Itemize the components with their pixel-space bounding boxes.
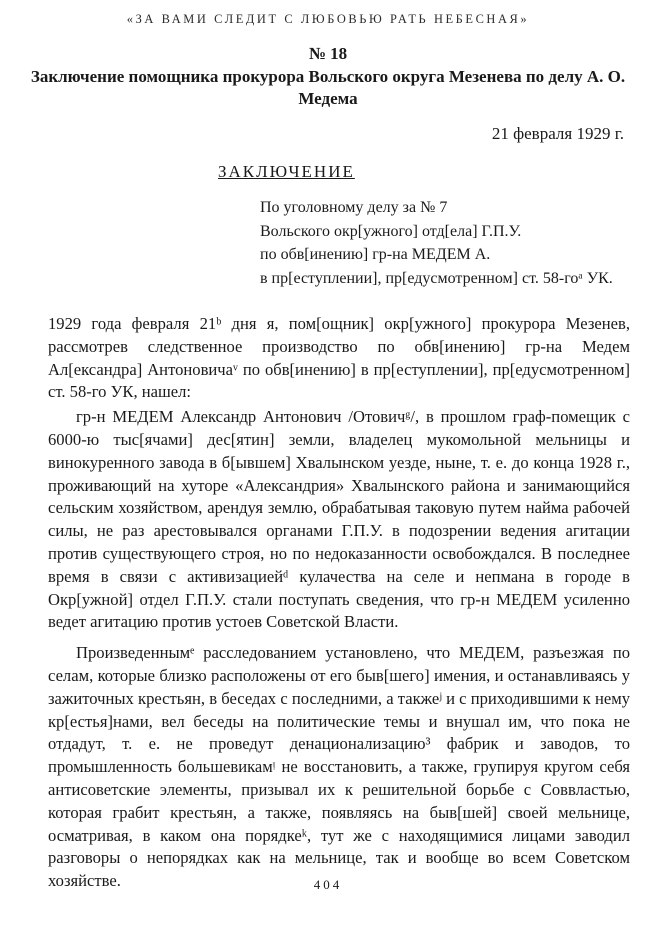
document-body: [48, 313, 630, 893]
document-number: № 18: [308, 44, 348, 63]
body-paragraph: 1929 года февраля 21ᵇ дня я, пом[ощник] окр[ужного] прокурора Мезенев, рассмотрев следственное производство по обв[инению] гр-на Медем Ал[ександра] Антоновичаᵛ по обв[инению] в пр[еступлении], пр[едусмотренном] ст. 58-го УК, нашел:: [48, 314, 630, 402]
document-title: Заключение помощника прокурора Вольского округа Мезенева по делу А. О. Медема: [30, 67, 626, 108]
conclusion-heading: ЗАКЛЮЧЕНИЕ: [218, 162, 355, 181]
body-paragraph: гр-н МЕДЕМ Александр Антонович /Отовичᵍ/, в прошлом граф-помещик с 6000-ю тыс[ячами] дес[ятин] земли, владелец мукомольной мельницы и винокуренного завода в б[ывшем] Хвалынском уезде, ныне, т. е. до конца 1928 г., проживающий на хуторе «Александрия» Хвалынского района и занимающийся сельским хозяйством, арендуя землю, обрабатывая таковую путем найма рабочей силы, не раз арестовывался органами Г.П.У. в подозрении ведения агитации против существующего строя, но по недоказанности освобождался. В последнее время в связи с активизациейᵈ кулачества на селе и непмана в городе в Окр[ужной] отдел Г.П.У. стали поступать сведения, что гр-н МЕДЕМ усиленно ведет агитацию против устоев Советской Власти.: [48, 407, 630, 632]
running-head: «ЗА ВАМИ СЛЕДИТ С ЛЮБОВЬЮ РАТЬ НЕБЕСНАЯ»: [126, 12, 530, 26]
case-reference: [260, 196, 640, 290]
page-number: 404: [313, 877, 343, 892]
case-reference-line: в пр[еступлении], пр[едусмотренном] ст. 58-гоᵃ УК.: [260, 269, 613, 287]
document-date: 21 февраля 1929 г.: [491, 124, 624, 143]
body-paragraph: Произведеннымᵉ расследованием установлено, что МЕДЕМ, разъезжая по селам, которые близко расположены от его быв[шего] имения, и останавливаясь у зажиточных крестьян, в беседах с последними, а такжеʲ и с приходившими к нему кр[естья]нами, вел беседы на политические темы и внушал им, что пока не отдадут, т. е. не проведут денационализацию³ фабрик и заводов, то промышленность большевикамᵎ не восстановить, а также, групируя кругом себя антисоветские элементы, призывал их к решительной борьбе с Соввластью, которая грабит крестьян, а также, появляясь на быв[шей] своей мельнице, осматривая, в каком она порядкеᵏ, тут же с находящимися лицами заводил разговоры о непорядках как на мельнице, так и вообще во всем Советском хозяйстве.: [48, 643, 630, 891]
case-reference-line: Вольского окр[ужного] отд[ела] Г.П.У.: [260, 222, 522, 240]
case-reference-line: по обв[инению] гр-на МЕДЕМ А.: [260, 246, 491, 263]
case-reference-line: По уголовному делу за № 7: [260, 199, 448, 216]
